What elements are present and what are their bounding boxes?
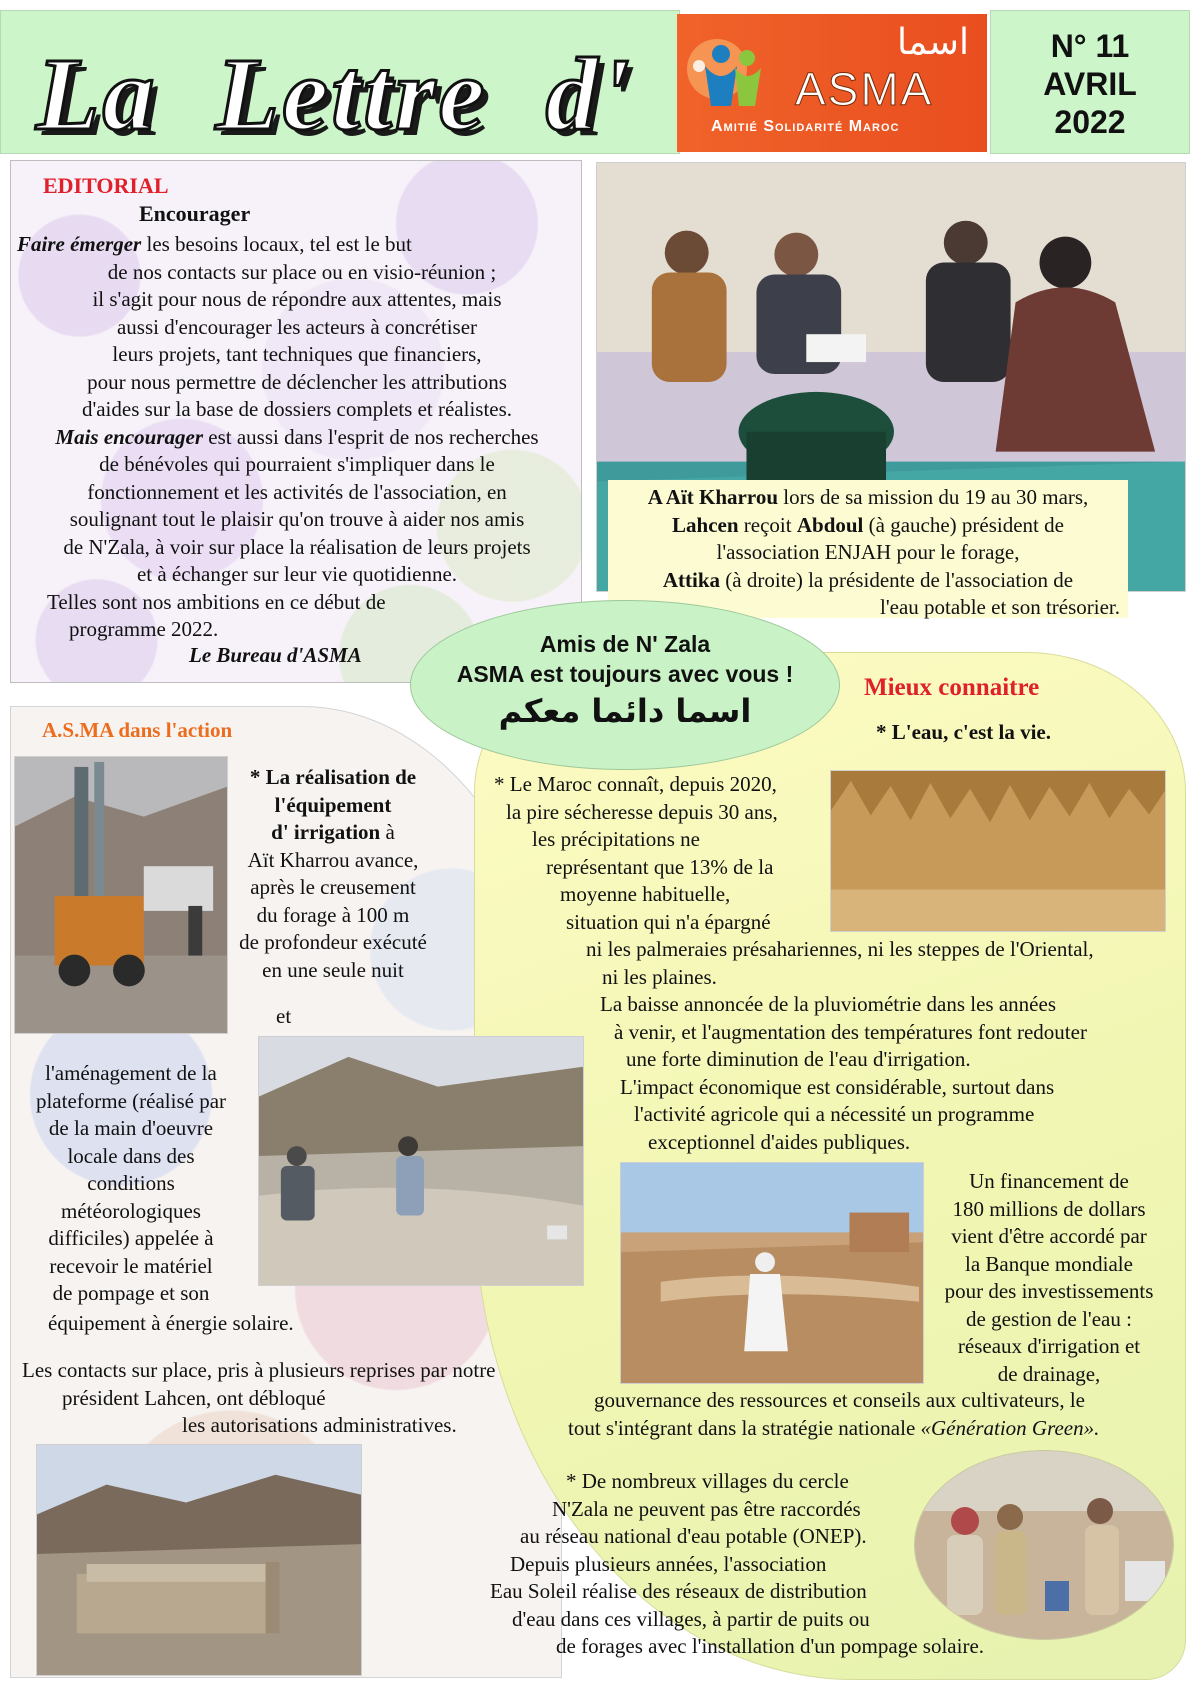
- editorial-heading: EDITORIAL: [43, 173, 169, 198]
- mieux-line: * De nombreux villages du cercle: [566, 1469, 849, 1493]
- action-text-1: [228, 764, 438, 984]
- contacts-line: les autorisations administratives.: [182, 1413, 457, 1437]
- editorial-panel: [10, 160, 582, 683]
- dry-land-photo: [620, 1162, 924, 1384]
- mieux-line: de drainage,: [997, 1361, 1101, 1386]
- drilling-photo: [14, 756, 228, 1034]
- editorial-signature: Le Bureau d'ASMA: [189, 643, 362, 667]
- bubble-line-1: Amis de N' Zala: [539, 631, 711, 657]
- meeting-caption: [608, 480, 1128, 618]
- editorial-subheading: Encourager: [139, 201, 251, 226]
- action-line: après le creusement: [250, 875, 416, 899]
- dry-land-photo-image: [621, 1163, 923, 1383]
- action-text-2: [18, 1060, 244, 1308]
- mieux-line: pour des investissements: [944, 1279, 1154, 1303]
- platform-work-photo: [258, 1036, 584, 1286]
- action-line: équipement à énergie solaire.: [48, 1311, 294, 1335]
- issue-number: N° 11: [1050, 28, 1130, 64]
- editorial-line: leurs projets, tant techniques que financiers,: [112, 342, 482, 366]
- bubble-arabic: اسما دائما معكم: [498, 692, 752, 730]
- mieux-para2: [924, 1168, 1174, 1388]
- village-water-photo-image: [915, 1451, 1174, 1640]
- mieux-line: Depuis plusieurs années, l'association: [510, 1551, 827, 1576]
- logo-tagline: Amitié Solidarité Maroc: [711, 118, 900, 135]
- drilling-photo-image: [15, 757, 227, 1033]
- mieux-heading: Mieux connaitre: [864, 674, 1040, 701]
- mieux-line: Un financement de: [969, 1169, 1129, 1193]
- editorial-line: Telles sont nos ambitions en ce début de: [47, 589, 386, 614]
- editorial-line: pour nous permettre de déclencher les attributions: [87, 369, 507, 394]
- caption-line-2: Lahcen reçoit Abdoul (à gauche) président de: [672, 512, 1064, 537]
- mieux-line: ni les palmeraies présahariennes, ni les steppes de l'Oriental,: [586, 937, 1094, 961]
- mieux-line: situation qui n'a épargné: [566, 909, 771, 934]
- mieux-line: exceptionnel d'aides publiques.: [648, 1129, 911, 1154]
- mieux-para1: [490, 771, 830, 936]
- mieux-line: représentant que 13% de la: [546, 854, 774, 879]
- action-line: plateforme (réalisé par: [35, 1088, 227, 1113]
- drought-crop-photo: [830, 770, 1166, 932]
- action-heading: A.S.MA dans l'action: [42, 718, 233, 742]
- action-line: locale dans des: [67, 1143, 195, 1168]
- action-line: conditions: [87, 1171, 175, 1195]
- contact-bubble: [410, 600, 840, 770]
- mieux-line: à venir, et l'augmentation des températures font redouter: [614, 1019, 1087, 1044]
- action-bold-line: * La réalisation de: [249, 765, 417, 789]
- mieux-line: N'Zala ne peuvent pas être raccordés: [552, 1496, 861, 1521]
- editorial-p2-first: Mais encourager est aussi dans l'esprit de nos recherches: [55, 424, 539, 449]
- editorial-line: il s'agit pour nous de répondre aux attentes, mais: [92, 287, 502, 311]
- action-line: de profondeur exécuté: [239, 930, 427, 954]
- action-line: en une seule nuit: [262, 957, 404, 982]
- mieux-line: une forte diminution de l'eau d'irrigation.: [626, 1047, 971, 1071]
- mieux-line: réseaux d'irrigation et: [957, 1334, 1141, 1358]
- platform-photo-image: [37, 1445, 361, 1675]
- editorial-line: soulignant tout le plaisir qu'on trouve à aider nos amis: [69, 507, 525, 531]
- mieux-line: au réseau national d'eau potable (ONEP).: [520, 1524, 867, 1548]
- editorial-line: de nos contacts sur place ou en visio-réunion ;: [107, 259, 497, 284]
- mieux-para2-cont-1: gouvernance des ressources et conseils aux cultivateurs, le: [594, 1388, 1085, 1412]
- caption-line-4: Attika (à droite) la présidente de l'association de: [662, 567, 1074, 592]
- contacts-line: Les contacts sur place, pris à plusieurs reprises par notre: [22, 1358, 496, 1382]
- action-line: de pompage et son: [52, 1281, 210, 1305]
- mieux-line: * Le Maroc connaît, depuis 2020,: [494, 772, 777, 796]
- mieux-para1-cont: [586, 936, 1186, 1156]
- mieux-para2-cont-2: tout s'intégrant dans la stratégie nationale «Génération Green».: [568, 1416, 1100, 1440]
- village-water-photo: [914, 1450, 1174, 1640]
- mieux-line: L'impact économique est considérable, surtout dans: [620, 1074, 1055, 1099]
- editorial-line: programme 2022.: [69, 617, 219, 641]
- logo-arabic: اسما: [897, 22, 969, 63]
- action-contacts: [22, 1357, 582, 1440]
- mieux-line: moyenne habituelle,: [560, 882, 731, 906]
- mieux-line: vient d'être accordé par: [951, 1224, 1147, 1248]
- drought-crop-photo-image: [831, 771, 1165, 931]
- action-line: du forage à 100 m: [256, 902, 410, 927]
- editorial-line: d'aides sur la base de dossiers complets et réalistes.: [81, 397, 513, 421]
- mieux-line: La baisse annoncée de la pluviométrie dans les années: [600, 992, 1056, 1016]
- issue-box: [990, 10, 1190, 154]
- editorial-line: de N'Zala, à voir sur place la réalisation de leurs projets: [63, 534, 531, 559]
- mieux-line: les précipitations ne: [532, 827, 700, 851]
- platform-work-photo-image: [259, 1037, 583, 1285]
- caption-line-5: l'eau potable et son trésorier.: [880, 595, 1120, 619]
- contacts-line: président Lahcen, ont débloqué: [62, 1385, 326, 1410]
- mieux-line: 180 millions de dollars: [952, 1196, 1146, 1221]
- editorial-line: aussi d'encourager les acteurs à concrétiser: [116, 314, 478, 339]
- mieux-line: l'activité agricole qui a nécessité un programme: [634, 1102, 1035, 1126]
- action-line: météorologiques: [61, 1198, 201, 1223]
- mieux-line: d'eau dans ces villages, à partir de puits ou: [512, 1606, 870, 1631]
- action-bold-line-3: d' irrigation à: [271, 820, 395, 844]
- editorial-line: de bénévoles qui pourraient s'impliquer dans le: [99, 452, 495, 476]
- mieux-line: de forages avec l'installation d'un pompage solaire.: [556, 1634, 985, 1658]
- asma-logo: [677, 14, 987, 152]
- masthead-title: La Lettre d': [36, 37, 633, 152]
- editorial-body: [11, 231, 582, 644]
- editorial-p1-first: Faire émerger les besoins locaux, tel est le but: [17, 232, 412, 256]
- issue-month: AVRIL: [1043, 66, 1137, 102]
- editorial-line: et à échanger sur leur vie quotidienne.: [136, 562, 458, 586]
- action-bold-line: l'équipement: [274, 792, 392, 817]
- mieux-line: la pire sécheresse depuis 30 ans,: [506, 799, 778, 824]
- bubble-line-2: ASMA est toujours avec vous !: [456, 661, 794, 687]
- issue-year: 2022: [1054, 104, 1126, 140]
- mieux-line: ni les plaines.: [602, 964, 717, 989]
- mieux-subheading: * L'eau, c'est la vie.: [876, 720, 1051, 744]
- action-line: recevoir le matériel: [49, 1253, 213, 1278]
- mieux-line: la Banque mondiale: [965, 1251, 1133, 1276]
- mieux-line: de gestion de l'eau :: [966, 1306, 1132, 1331]
- mieux-line: Eau Soleil réalise des réseaux de distribution: [490, 1579, 867, 1603]
- editorial-line: fonctionnement et les activités de l'association, en: [87, 479, 507, 504]
- action-et: et: [276, 1004, 292, 1028]
- platform-photo: [36, 1444, 362, 1676]
- action-line: l'aménagement de la: [45, 1061, 217, 1085]
- action-line: difficiles) appelée à: [48, 1226, 214, 1250]
- caption-line-1: A Aït Kharrou lors de sa mission du 19 au 30 mars,: [647, 485, 1089, 509]
- action-line: Aït Kharrou avance,: [247, 847, 419, 872]
- caption-line-3: l'association ENJAH pour le forage,: [716, 540, 1020, 564]
- action-line: de la main d'oeuvre: [48, 1116, 214, 1140]
- logo-name: ASMA: [795, 63, 934, 115]
